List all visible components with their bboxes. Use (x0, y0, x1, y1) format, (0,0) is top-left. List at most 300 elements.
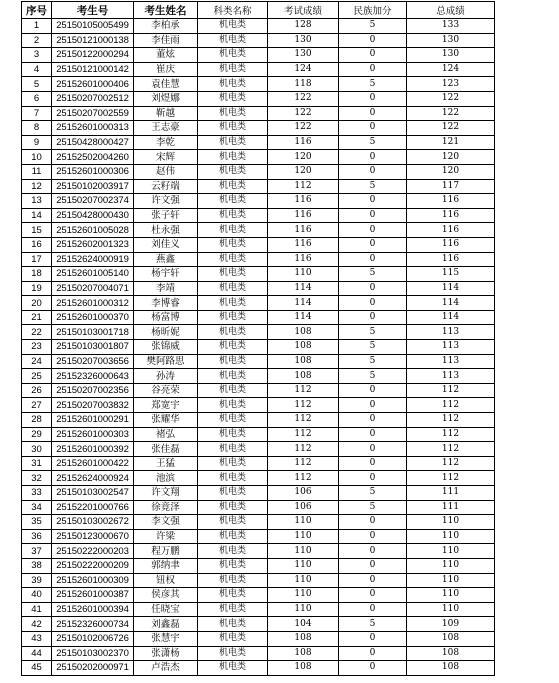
cell-seq: 21 (22, 310, 52, 325)
cell-total-score: 111 (407, 486, 495, 501)
cell-exam-score: 110 (268, 573, 339, 588)
cell-total-score: 112 (407, 413, 495, 428)
cell-total-score: 112 (407, 427, 495, 442)
cell-ethnic-bonus: 0 (339, 194, 407, 209)
cell-exam-id: 25150105005499 (52, 19, 134, 34)
table-row (22, 194, 495, 209)
cell-name: 许文翔 (134, 486, 198, 501)
table-row (22, 237, 495, 252)
cell-exam-score: 108 (268, 369, 339, 384)
cell-category: 机电类 (198, 515, 268, 530)
cell-seq: 29 (22, 427, 52, 442)
score-table (21, 1, 495, 676)
cell-total-score: 112 (407, 442, 495, 457)
cell-seq: 40 (22, 588, 52, 603)
cell-name: 许文强 (134, 194, 198, 209)
cell-exam-id: 25152601000303 (52, 427, 134, 442)
cell-name: 程万鹏 (134, 544, 198, 559)
cell-name: 钮权 (134, 573, 198, 588)
cell-exam-id: 25150103002547 (52, 486, 134, 501)
cell-exam-score: 116 (268, 237, 339, 252)
table-row (22, 515, 495, 530)
cell-exam-score: 122 (268, 91, 339, 106)
cell-total-score: 110 (407, 544, 495, 559)
cell-exam-score: 116 (268, 223, 339, 238)
cell-total-score: 108 (407, 646, 495, 661)
cell-total-score: 116 (407, 223, 495, 238)
cell-exam-id: 25152601000312 (52, 296, 134, 311)
cell-exam-id: 25150207003832 (52, 398, 134, 413)
cell-exam-score: 110 (268, 558, 339, 573)
cell-seq: 7 (22, 106, 52, 121)
cell-exam-score: 112 (268, 413, 339, 428)
cell-name: 褚弘 (134, 427, 198, 442)
cell-exam-id: 25150207002512 (52, 91, 134, 106)
cell-category: 机电类 (198, 194, 268, 209)
cell-ethnic-bonus: 0 (339, 646, 407, 661)
cell-ethnic-bonus: 5 (339, 617, 407, 632)
cell-total-score: 122 (407, 121, 495, 136)
cell-category: 机电类 (198, 121, 268, 136)
cell-category: 机电类 (198, 558, 268, 573)
header-exam-id: 考生号 (52, 2, 134, 19)
table-row (22, 558, 495, 573)
cell-total-score: 113 (407, 325, 495, 340)
cell-category: 机电类 (198, 573, 268, 588)
cell-exam-score: 110 (268, 267, 339, 282)
cell-total-score: 114 (407, 296, 495, 311)
cell-exam-score: 108 (268, 631, 339, 646)
cell-category: 机电类 (198, 413, 268, 428)
cell-category: 机电类 (198, 19, 268, 34)
cell-exam-id: 25152601000306 (52, 164, 134, 179)
cell-exam-id: 25150103002370 (52, 646, 134, 661)
cell-seq: 14 (22, 208, 52, 223)
table-row (22, 106, 495, 121)
cell-exam-score: 106 (268, 486, 339, 501)
table-row (22, 121, 495, 136)
cell-category: 机电类 (198, 281, 268, 296)
cell-exam-id: 25150121000138 (52, 33, 134, 48)
table-row (22, 602, 495, 617)
cell-seq: 24 (22, 354, 52, 369)
cell-ethnic-bonus: 0 (339, 281, 407, 296)
cell-category: 机电类 (198, 427, 268, 442)
cell-exam-id: 25152502004260 (52, 150, 134, 165)
cell-name: 张佳磊 (134, 442, 198, 457)
cell-name: 许梁 (134, 529, 198, 544)
cell-total-score: 117 (407, 179, 495, 194)
cell-category: 机电类 (198, 310, 268, 325)
cell-ethnic-bonus: 0 (339, 252, 407, 267)
cell-ethnic-bonus: 0 (339, 237, 407, 252)
cell-category: 机电类 (198, 223, 268, 238)
cell-name: 王志豪 (134, 121, 198, 136)
cell-exam-score: 128 (268, 19, 339, 34)
cell-exam-score: 114 (268, 310, 339, 325)
cell-ethnic-bonus: 5 (339, 340, 407, 355)
table-row (22, 369, 495, 384)
cell-seq: 37 (22, 544, 52, 559)
cell-category: 机电类 (198, 354, 268, 369)
cell-exam-id: 25150428000427 (52, 135, 134, 150)
cell-name: 张耀华 (134, 413, 198, 428)
cell-total-score: 113 (407, 340, 495, 355)
cell-total-score: 112 (407, 456, 495, 471)
cell-exam-id: 25152601000387 (52, 588, 134, 603)
table-row (22, 19, 495, 34)
cell-ethnic-bonus: 0 (339, 62, 407, 77)
cell-seq: 33 (22, 486, 52, 501)
cell-ethnic-bonus: 0 (339, 631, 407, 646)
cell-seq: 27 (22, 398, 52, 413)
cell-name: 刘鑫磊 (134, 617, 198, 632)
table-row (22, 500, 495, 515)
cell-total-score: 116 (407, 252, 495, 267)
cell-exam-score: 112 (268, 427, 339, 442)
header-total-score: 总成绩 (407, 2, 495, 19)
cell-category: 机电类 (198, 398, 268, 413)
cell-category: 机电类 (198, 106, 268, 121)
cell-name: 杜永强 (134, 223, 198, 238)
cell-name: 云籽端 (134, 179, 198, 194)
cell-total-score: 112 (407, 383, 495, 398)
cell-category: 机电类 (198, 500, 268, 515)
cell-seq: 32 (22, 471, 52, 486)
cell-category: 机电类 (198, 617, 268, 632)
header-seq: 序号 (22, 2, 52, 19)
cell-ethnic-bonus: 0 (339, 558, 407, 573)
cell-exam-id: 25150102003917 (52, 179, 134, 194)
cell-seq: 45 (22, 661, 52, 676)
cell-category: 机电类 (198, 267, 268, 282)
cell-category: 机电类 (198, 471, 268, 486)
cell-name: 宋辉 (134, 150, 198, 165)
table-row (22, 486, 495, 501)
cell-exam-score: 112 (268, 398, 339, 413)
cell-category: 机电类 (198, 529, 268, 544)
cell-exam-id: 25152601000392 (52, 442, 134, 457)
cell-seq: 31 (22, 456, 52, 471)
cell-exam-id: 25150103002672 (52, 515, 134, 530)
cell-seq: 35 (22, 515, 52, 530)
cell-ethnic-bonus: 0 (339, 427, 407, 442)
table-row (22, 646, 495, 661)
cell-seq: 34 (22, 500, 52, 515)
cell-category: 机电类 (198, 383, 268, 398)
cell-exam-score: 122 (268, 106, 339, 121)
cell-name: 张潇杨 (134, 646, 198, 661)
cell-name: 徐竟泽 (134, 500, 198, 515)
table-row (22, 91, 495, 106)
cell-name: 池滨 (134, 471, 198, 486)
cell-seq: 44 (22, 646, 52, 661)
cell-exam-score: 112 (268, 179, 339, 194)
table-row (22, 398, 495, 413)
cell-name: 侯彦其 (134, 588, 198, 603)
cell-category: 机电类 (198, 208, 268, 223)
table-row (22, 354, 495, 369)
cell-total-score: 122 (407, 91, 495, 106)
cell-exam-id: 25152624000919 (52, 252, 134, 267)
cell-exam-score: 110 (268, 529, 339, 544)
cell-seq: 10 (22, 150, 52, 165)
table-row (22, 310, 495, 325)
cell-ethnic-bonus: 0 (339, 413, 407, 428)
cell-total-score: 121 (407, 135, 495, 150)
cell-category: 机电类 (198, 544, 268, 559)
table-row (22, 296, 495, 311)
cell-name: 张子轩 (134, 208, 198, 223)
cell-ethnic-bonus: 0 (339, 383, 407, 398)
cell-ethnic-bonus: 0 (339, 164, 407, 179)
cell-total-score: 122 (407, 106, 495, 121)
cell-total-score: 108 (407, 631, 495, 646)
cell-ethnic-bonus: 0 (339, 573, 407, 588)
cell-exam-score: 110 (268, 544, 339, 559)
cell-ethnic-bonus: 5 (339, 179, 407, 194)
cell-exam-id: 25152601000406 (52, 77, 134, 92)
cell-name: 孙涛 (134, 369, 198, 384)
table-row (22, 617, 495, 632)
cell-exam-score: 122 (268, 121, 339, 136)
cell-total-score: 112 (407, 471, 495, 486)
cell-category: 机电类 (198, 588, 268, 603)
cell-exam-score: 112 (268, 471, 339, 486)
cell-exam-id: 25150207002356 (52, 383, 134, 398)
cell-exam-score: 108 (268, 661, 339, 676)
cell-exam-id: 25152601000313 (52, 121, 134, 136)
cell-exam-score: 108 (268, 325, 339, 340)
cell-total-score: 130 (407, 33, 495, 48)
table-row (22, 413, 495, 428)
cell-seq: 18 (22, 267, 52, 282)
header-name: 考生姓名 (134, 2, 198, 19)
cell-category: 机电类 (198, 369, 268, 384)
cell-ethnic-bonus: 5 (339, 267, 407, 282)
cell-category: 机电类 (198, 340, 268, 355)
cell-category: 机电类 (198, 164, 268, 179)
cell-name: 杨昕妮 (134, 325, 198, 340)
cell-total-score: 114 (407, 310, 495, 325)
cell-name: 李佳雨 (134, 33, 198, 48)
cell-category: 机电类 (198, 135, 268, 150)
cell-exam-score: 110 (268, 588, 339, 603)
table-row (22, 340, 495, 355)
cell-category: 机电类 (198, 62, 268, 77)
table-row (22, 208, 495, 223)
cell-ethnic-bonus: 0 (339, 544, 407, 559)
cell-total-score: 113 (407, 354, 495, 369)
cell-exam-id: 25152326000734 (52, 617, 134, 632)
cell-category: 机电类 (198, 77, 268, 92)
cell-exam-id: 25150207002559 (52, 106, 134, 121)
table-row (22, 456, 495, 471)
cell-name: 郑宽宇 (134, 398, 198, 413)
cell-total-score: 120 (407, 150, 495, 165)
cell-exam-id: 25152601000291 (52, 413, 134, 428)
table-row (22, 631, 495, 646)
cell-ethnic-bonus: 0 (339, 296, 407, 311)
cell-name: 李乾 (134, 135, 198, 150)
cell-ethnic-bonus: 5 (339, 325, 407, 340)
cell-total-score: 109 (407, 617, 495, 632)
cell-name: 董炫 (134, 48, 198, 63)
cell-ethnic-bonus: 0 (339, 223, 407, 238)
cell-exam-id: 25150103001807 (52, 340, 134, 355)
table-row (22, 573, 495, 588)
cell-ethnic-bonus: 0 (339, 456, 407, 471)
cell-ethnic-bonus: 0 (339, 33, 407, 48)
cell-exam-score: 104 (268, 617, 339, 632)
cell-total-score: 114 (407, 281, 495, 296)
cell-category: 机电类 (198, 486, 268, 501)
cell-exam-score: 110 (268, 602, 339, 617)
cell-name: 任晓宝 (134, 602, 198, 617)
cell-seq: 30 (22, 442, 52, 457)
cell-category: 机电类 (198, 456, 268, 471)
cell-name: 张慧宇 (134, 631, 198, 646)
table-row (22, 62, 495, 77)
table-row (22, 33, 495, 48)
cell-total-score: 120 (407, 164, 495, 179)
cell-exam-id: 25152601000394 (52, 602, 134, 617)
cell-ethnic-bonus: 5 (339, 19, 407, 34)
cell-exam-score: 112 (268, 456, 339, 471)
cell-exam-id: 25150102006726 (52, 631, 134, 646)
table-row (22, 325, 495, 340)
cell-total-score: 115 (407, 267, 495, 282)
cell-total-score: 110 (407, 602, 495, 617)
cell-category: 机电类 (198, 661, 268, 676)
cell-name: 郭纳聿 (134, 558, 198, 573)
cell-exam-score: 116 (268, 194, 339, 209)
cell-name: 李博睿 (134, 296, 198, 311)
cell-seq: 9 (22, 135, 52, 150)
cell-total-score: 110 (407, 573, 495, 588)
table-row (22, 471, 495, 486)
cell-seq: 8 (22, 121, 52, 136)
cell-exam-id: 25150207002374 (52, 194, 134, 209)
cell-name: 王猛 (134, 456, 198, 471)
cell-exam-score: 120 (268, 164, 339, 179)
cell-total-score: 113 (407, 369, 495, 384)
cell-ethnic-bonus: 5 (339, 135, 407, 150)
cell-ethnic-bonus: 0 (339, 398, 407, 413)
cell-exam-id: 25152601000422 (52, 456, 134, 471)
cell-category: 机电类 (198, 631, 268, 646)
cell-exam-score: 106 (268, 500, 339, 515)
cell-exam-score: 130 (268, 48, 339, 63)
table-row (22, 179, 495, 194)
cell-seq: 16 (22, 237, 52, 252)
table-row (22, 150, 495, 165)
cell-exam-score: 116 (268, 208, 339, 223)
cell-seq: 17 (22, 252, 52, 267)
cell-exam-score: 112 (268, 383, 339, 398)
cell-ethnic-bonus: 0 (339, 515, 407, 530)
cell-name: 崔庆 (134, 62, 198, 77)
cell-total-score: 108 (407, 661, 495, 676)
table-row (22, 588, 495, 603)
cell-category: 机电类 (198, 442, 268, 457)
cell-seq: 19 (22, 281, 52, 296)
cell-seq: 25 (22, 369, 52, 384)
cell-exam-id: 25152326000643 (52, 369, 134, 384)
cell-name: 赵伟 (134, 164, 198, 179)
table-row (22, 383, 495, 398)
cell-ethnic-bonus: 0 (339, 150, 407, 165)
cell-exam-id: 25150222000203 (52, 544, 134, 559)
cell-exam-score: 116 (268, 252, 339, 267)
cell-exam-id: 25152624000924 (52, 471, 134, 486)
table-row (22, 252, 495, 267)
cell-name: 燕鑫 (134, 252, 198, 267)
cell-name: 樊阿路思 (134, 354, 198, 369)
cell-exam-id: 25150123000670 (52, 529, 134, 544)
cell-ethnic-bonus: 5 (339, 486, 407, 501)
cell-ethnic-bonus: 0 (339, 602, 407, 617)
cell-exam-score: 108 (268, 354, 339, 369)
cell-exam-id: 25150428000430 (52, 208, 134, 223)
cell-total-score: 110 (407, 558, 495, 573)
cell-exam-id: 25150207004071 (52, 281, 134, 296)
table-row (22, 281, 495, 296)
cell-category: 机电类 (198, 48, 268, 63)
cell-exam-score: 110 (268, 515, 339, 530)
cell-total-score: 124 (407, 62, 495, 77)
cell-category: 机电类 (198, 237, 268, 252)
cell-seq: 11 (22, 164, 52, 179)
cell-exam-score: 120 (268, 150, 339, 165)
cell-ethnic-bonus: 0 (339, 121, 407, 136)
cell-category: 机电类 (198, 252, 268, 267)
cell-exam-id: 25152601005140 (52, 267, 134, 282)
cell-seq: 3 (22, 48, 52, 63)
cell-name: 刘煜娜 (134, 91, 198, 106)
cell-ethnic-bonus: 0 (339, 208, 407, 223)
cell-seq: 28 (22, 413, 52, 428)
cell-exam-id: 25150103001718 (52, 325, 134, 340)
cell-name: 杨富博 (134, 310, 198, 325)
cell-category: 机电类 (198, 33, 268, 48)
cell-total-score: 116 (407, 237, 495, 252)
cell-exam-score: 130 (268, 33, 339, 48)
cell-seq: 43 (22, 631, 52, 646)
cell-category: 机电类 (198, 296, 268, 311)
header-row (22, 2, 495, 19)
cell-seq: 38 (22, 558, 52, 573)
cell-category: 机电类 (198, 150, 268, 165)
cell-name: 卢浩杰 (134, 661, 198, 676)
cell-total-score: 110 (407, 515, 495, 530)
cell-total-score: 130 (407, 48, 495, 63)
table-row (22, 223, 495, 238)
cell-seq: 15 (22, 223, 52, 238)
cell-seq: 5 (22, 77, 52, 92)
cell-seq: 4 (22, 62, 52, 77)
table-row (22, 544, 495, 559)
cell-seq: 1 (22, 19, 52, 34)
cell-exam-score: 114 (268, 296, 339, 311)
cell-seq: 41 (22, 602, 52, 617)
cell-total-score: 133 (407, 19, 495, 34)
cell-name: 李文强 (134, 515, 198, 530)
table-row (22, 164, 495, 179)
cell-exam-id: 25152601000309 (52, 573, 134, 588)
table-row (22, 135, 495, 150)
cell-exam-id: 25150222000209 (52, 558, 134, 573)
